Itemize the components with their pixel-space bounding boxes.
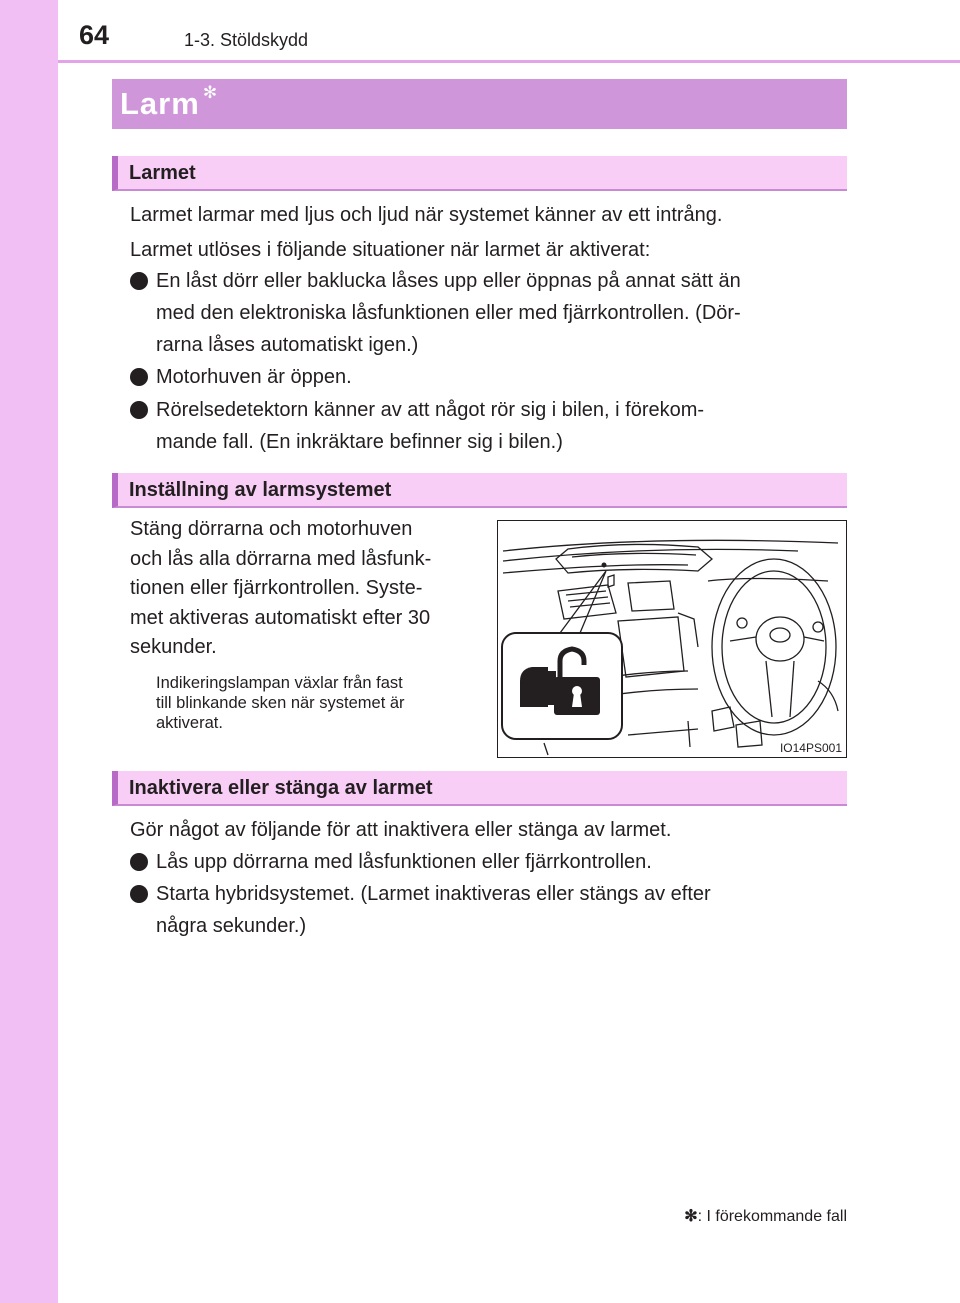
dashboard-illustration <box>497 520 847 758</box>
larmet-intro: Larmet larmar med ljus och ljud när systemet känner av ett intrång. <box>130 204 723 226</box>
larmet-lead: Larmet utlöses i följande situationer när larmet är aktiverat: <box>130 239 651 261</box>
list-item <box>130 878 840 942</box>
bullet-icon <box>130 885 148 903</box>
list-item-text: Lås upp dörrarna med låsfunktionen eller fjärrkontrollen. <box>156 851 652 873</box>
page-title: Larm <box>120 86 200 121</box>
list-item-text: Motorhuven är öppen. <box>156 366 352 388</box>
section-heading-larmet: Larmet <box>112 156 847 191</box>
footnote-asterisk-icon: ✻ <box>684 1208 698 1225</box>
indicator-note: Indikeringslampan växlar från fast till blinkande sken när systemet är aktiverat. <box>156 674 405 732</box>
list-item-text: En låst dörr eller baklucka låses upp eller öppnas på annat sätt än med den elektroniska låsfunktionen eller med fjärrkontrollen. (Dör- rarna låses automatiskt igen.) <box>156 270 741 356</box>
bullet-icon <box>130 853 148 871</box>
footnote-text: : I förekommande fall <box>697 1208 847 1225</box>
list-item <box>130 265 840 361</box>
bullet-icon <box>130 272 148 290</box>
header-rule <box>58 60 960 63</box>
page-number: 64 <box>79 20 110 50</box>
list-item-text: Rörelsedetektorn känner av att något rör sig i bilen, i förekom- mande fall. (En inkräktare befinner sig i bilen.) <box>156 399 705 453</box>
list-item <box>130 361 840 393</box>
bullet-icon <box>130 368 148 386</box>
figure-code: IO14PS001 <box>779 741 842 755</box>
list-item <box>130 394 840 458</box>
dashboard-drawing <box>498 521 845 756</box>
inaktivera-lead: Gör något av följande för att inaktivera eller stänga av larmet. <box>130 819 672 841</box>
section-heading-installning: Inställning av larmsystemet <box>112 473 847 508</box>
installning-body: Stäng dörrarna och motorhuven och lås alla dörrarna med låsfunk- tionen eller fjärrkontrollen. Syste- met aktiveras automatiskt efter 30 sekunder. <box>130 518 432 658</box>
bullet-icon <box>130 401 148 419</box>
list-item <box>130 846 840 878</box>
section-heading-inaktivera: Inaktivera eller stänga av larmet <box>112 771 847 806</box>
page-title-bar <box>112 79 847 129</box>
chapter-side-band <box>0 0 58 1303</box>
title-asterisk-icon: ✻ <box>202 83 218 102</box>
list-item-text: Starta hybridsystemet. (Larmet inaktiveras eller stängs av efter några sekunder.) <box>156 883 711 937</box>
footnote <box>684 1207 847 1227</box>
section-label: 1-3. Stöldskydd <box>184 30 309 50</box>
